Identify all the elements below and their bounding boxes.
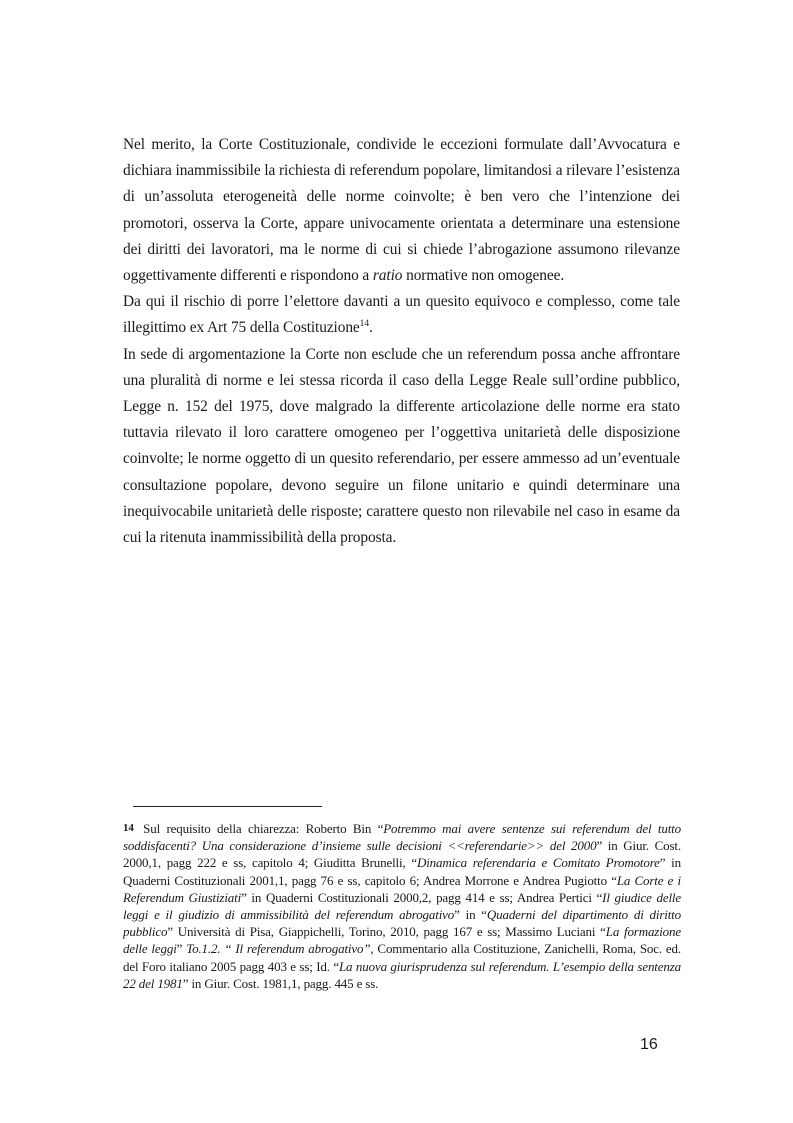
- paragraph-rischio: [123, 289, 680, 341]
- footnote-title: La formazione delle leggi: [123, 924, 681, 957]
- footnote-separator: [133, 806, 322, 807]
- footnote-text: ” in Giur. Cost. 1981,1, pagg. 445 e ss.: [182, 975, 379, 991]
- footnote-text: ” in Quaderni Costituzionali 2000,2, pagg 414 e ss; Andrea Pertici “: [241, 889, 603, 905]
- paragraph-argomentazione: [123, 342, 680, 552]
- paragraph-text: In sede di argomentazione la Corte non esclude che un referendum possa anche affrontare una pluralità di norme e lei stessa ricorda il caso della Legge Reale sull’ordine pubblico, Legge n. 152 del 1975, dove malgrado la differente articolazione delle norme era stato tuttavia rilevato il loro carattere omogeneo per l’oggettiva unitarietà delle disposizione coinvolte; le norme oggetto di un quesito referendario, per essere ammesso ad un’eventuale consultazione popolare, devono seguire un filone unitario e quindi determinare una inequivocabile unitarietà delle risposte; carattere questo non rilevabile nel caso in esame da cui la ritenuta inammissibilità della proposta.: [123, 345, 680, 547]
- footnote-text: ” in “: [454, 907, 487, 923]
- footnote-text: ” Università di Pisa, Giappichelli, Torino, 2010, pagg 167 e ss; Massimo Luciani “: [167, 924, 606, 940]
- footnote-text: ”: [176, 941, 187, 957]
- footnote-reference[interactable]: 14: [359, 319, 369, 330]
- footnote-title: Quaderni del dipartimento di diritto pubblico: [123, 907, 681, 940]
- footnote-text: Commentario alla Costituzione, Zanichelli, Roma, Soc. ed. del Foro italiano 2005 pagg 403 e ss; Id. “: [123, 941, 681, 974]
- footnote-text: Sul requisito della chiarezza: Roberto Bin “: [143, 821, 384, 836]
- footnote-title: Il giudice delle leggi e il giudizio di ammissibilità del referendum abrogativo: [123, 889, 681, 923]
- page-number: 16: [640, 1036, 658, 1053]
- paragraph-text: Da qui il rischio di porre l’elettore davanti a un quesito equivoco e complesso, come tale illegittimo ex Art 75 della Costituzione: [123, 293, 680, 337]
- paragraph-merito: [123, 132, 680, 289]
- footnote-text: ” in Giur. Cost. 2000,1, pagg 222 e ss, capitolo 4; Giuditta Brunelli, “: [123, 838, 681, 871]
- footnote-title: Dinamica referendaria e Comitato Promotore: [416, 855, 660, 871]
- footnote-title: To.1.2. “ Il referendum abrogativo”,: [186, 941, 374, 957]
- paragraph-text-end: normative non omogenee.: [402, 267, 565, 285]
- footnote-14: [123, 820, 681, 992]
- footnote-text: ” in Quaderni Costituzionali 2001,1, pagg 76 e ss, capitolo 6; Andrea Morrone e Andrea Pugiotto “: [123, 855, 681, 888]
- paragraph-text: Nel merito, la Corte Costituzionale, condivide le eccezioni formulate dall’Avvocatura e dichiara inammissibile la richiesta di referendum popolare, limitandosi a rilevare l’esistenza di un’assoluta eterogeneità delle norme coinvolte; è ben vero che l’intenzione dei promotori, osserva la Corte, appare univocamente orientata a determinare una estensione dei diritti dei lavoratori, ma le norme di cui si chiede l’abrogazione assumono rilevanze oggettivamente differenti e rispondono a: [123, 136, 680, 285]
- paragraph-text-end: .: [368, 319, 373, 337]
- italic-term: ratio: [372, 267, 403, 285]
- footnote-title: Potremmo mai avere sentenze sui referendum del tutto soddisfacenti? Una considerazione d’insieme sulle decisioni <<referendarie>> del 2000: [123, 821, 681, 854]
- footnote-title: La nuova giurisprudenza sul referendum. L’esempio della sentenza 22 del 1981: [123, 958, 681, 991]
- footnote-number: 14: [123, 822, 134, 834]
- body-text: [123, 132, 680, 551]
- footnote-title: La Corte e i Referendum Giustiziati: [123, 872, 681, 905]
